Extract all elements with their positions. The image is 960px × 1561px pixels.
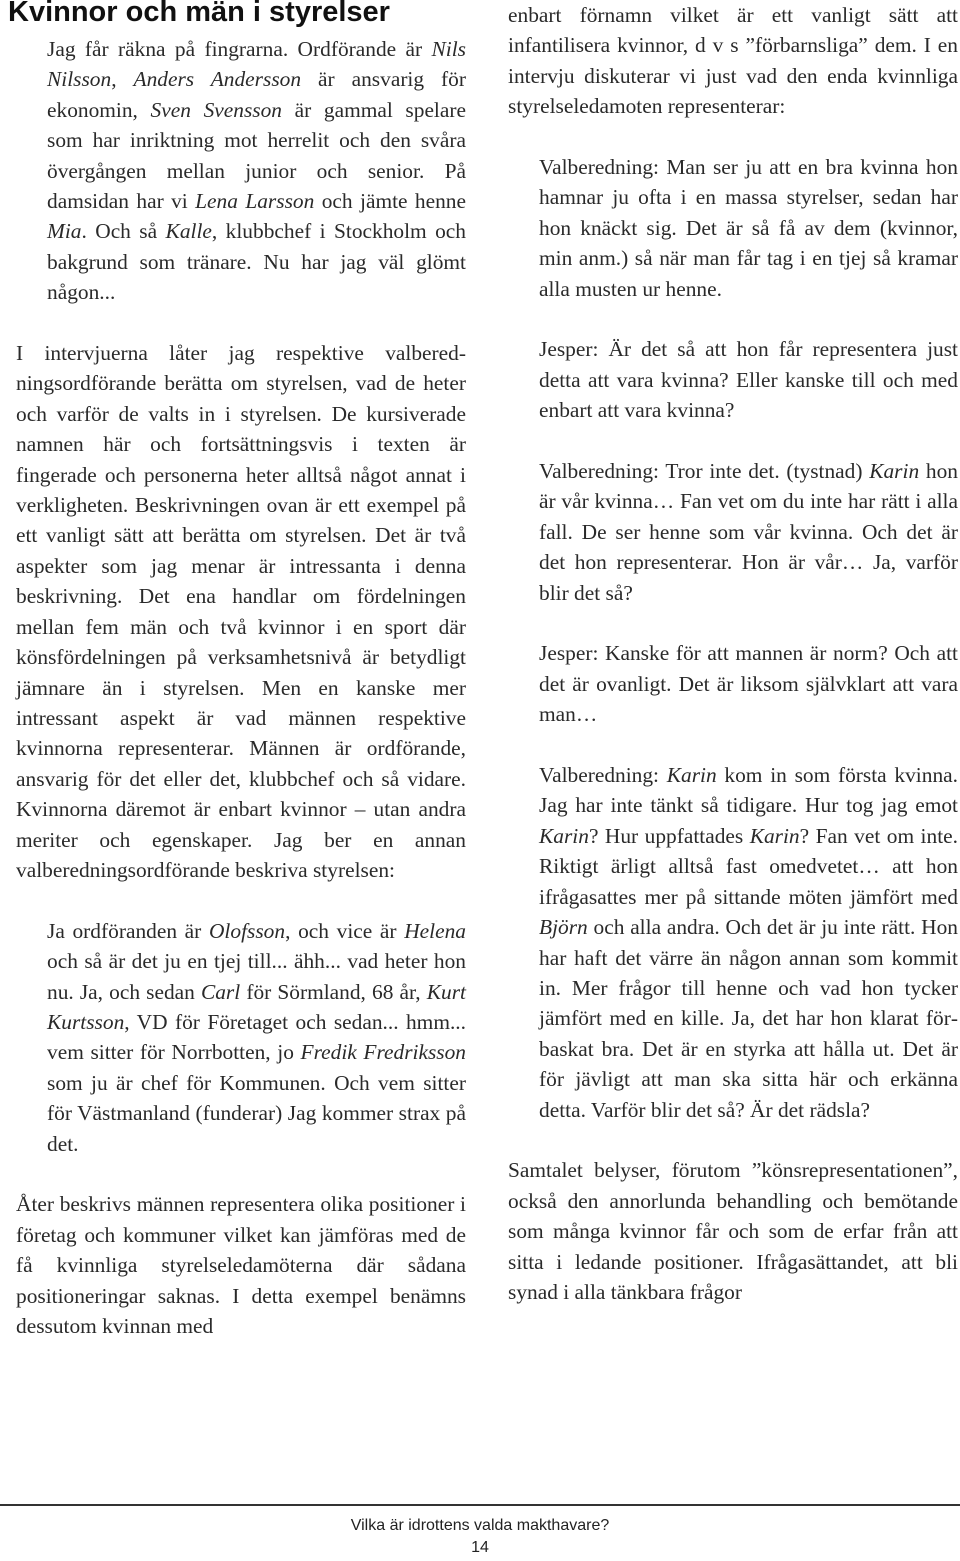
italic-name: Karin [869,459,920,484]
intro-quote-paragraph: Jag får räkna på fingrarna. Ordförande är Nils Nilsson, Anders Andersson är ansvarig för ekonomin, Sven Svensson är gammal spelare som har inriktning mot herrelit och den svåra övergången mellan junior och senior. På damsidan har vi Lena Larsson och jämte henne Mia. Och så Kalle, klubbchef i Stockholm och bakgrund som tränare. Nu har jag väl glömt någon... [47,37,467,305]
italic-name: Karin [666,763,717,788]
page-number: 14 [471,1539,489,1556]
interview-quote: Valberedning: Man ser ju att en bra kvinna hon hamnar ju ofta i en massa styrelser, sedan har hon knäckt sig. Det är så få av dem (kvinnor, min anm.) så när man får tag i en tjej så kramar alla musten ur henne. [539,155,958,301]
italic-name: Karin [539,823,589,848]
italic-name: Karin [749,823,800,848]
italic-name: Sven Svensson [150,97,282,122]
right-column [508,0,958,1307]
italic-name: Helena [404,918,466,943]
italic-name: Carl [200,979,241,1004]
italic-name: Björn [539,915,588,940]
interview-quote: Jesper: Är det så att hon får representera just detta att vara kvinna? Eller kanske till och med enbart att vara kvinna? [539,337,958,423]
body-paragraph: Samtalet belyser, förutom ”könsrepresentationen”, också den annorlunda behandling och bemötande som många kvinnor får och som de erfar från att sitta i ledande positioner. Ifrågasättandet, att bli synad i alla tänkbara frågor [508,1158,958,1304]
left-column [16,34,466,1341]
italic-name: Mia [47,219,82,244]
italic-name: Kalle [165,219,212,244]
italic-name: Anders Andersson [133,67,302,92]
italic-name: Fredik Fredriksson [300,1040,466,1065]
italic-name: Nils Nilsson [47,37,466,92]
interview-quote: Jesper: Kanske för att mannen är norm? Och att det är ovanligt. Det är liksom självklart att vara man… [539,641,958,727]
interview-quote: Valberedning: Karin kom in som första kvinna. Jag har inte tänkt så tidigare. Hur tog jag emot Karin? Hur uppfattades Karin? Fan vet om inte. Riktigt ärligt alltså fast omedvetet… att hon ifrågasattes mer på sittande möten jämfört med Björn och alla andra. Och det är ju inte rätt. Hon har haft det värre än någon annan som kommit in. Mer frågor till henne och vad hon tycker jämfört med en kille. Ja, det har hon klarat förbaskat bra. Det är en styrka att hålla ut. Det är för jävligt att man ska sitta här och erkänna detta. Varför blir det så? Är det rädsla? [539,763,958,1122]
italic-name: Olofsson [208,918,286,943]
footer-divider [0,1504,960,1506]
italic-name: Lena Larsson [195,189,315,214]
interview-quote: Ja ordföranden är Olofsson, och vice är Helena och så är det ju en tjej till... ähh... vad heter hon nu. Ja, och sedan Carl för Sörmland, 68 år, Kurt Kurtsson, VD för Företaget och sedan... hmm... vem sitter för Norrbotten, jo Fredik Fredriksson som ju är chef för Kommunen. Och vem sitter för Västmanland (funderar) Jag kommer strax på det. [47,918,466,1156]
body-paragraph: enbart förnamn vilket är ett vanligt sätt att infantilisera kvinnor, d v s ”förbarnsliga” dem. I en intervju diskuterar vi just vad den enda kvinnliga styrelseledamoten representerar: [508,3,958,119]
italic-name: Kurt Kurtsson [47,979,466,1034]
page-title: Kvinnor och män i styrelser [8,0,390,28]
interview-quote: Valberedning: Tror inte det. (tystnad) Karin hon är vår kvinna… Fan vet om du inte har rätt i alla fall. De ser henne som vår kvinna. Och det är det hon representerar. Hon är vår… Ja, varför blir det så? [539,459,958,605]
body-paragraph: Åter beskrivs männen representera olika positioner i företag och kommuner vilket kan jämföras med de få kvinnliga styrelseledamöterna där sådana positioneringar saknas. I detta exempel benämns dessutom kvinnan med [16,1192,466,1339]
footer-book-title: Vilka är idrottens valda makthavare? [350,1517,610,1534]
body-paragraph: I intervjuerna låter jag respektive valberedningsordförande berätta om styrelsen, vad de heter och varför de valts in i styrelsen. De kursiverade namnen här och fortsättningsvis i texten är fingerade och personerna heter alltså något annat i verkligheten. Beskrivningen ovan är ett exempel på ett vanligt sätt att berätta om styrelsen. Det är två aspekter som jag menar är intressanta i denna beskrivning. Det ena handlar om fördelningen mellan fem män och två kvinnor i en sport där könsfördelningen på verksamhetsnivå är betydligt jämnare än i styrelsen. Men en kanske mer intressant aspekt är vad männen respektive kvinnorna representerar. Männen är ordförande, ansvarig för det eller det, klubbchef och så vidare. Kvinnorna däremot är enbart kvinnor – utan andra meriter och egenskaper. Jag ber en annan valberedningsordförande beskriva styrelsen: [16,341,466,882]
